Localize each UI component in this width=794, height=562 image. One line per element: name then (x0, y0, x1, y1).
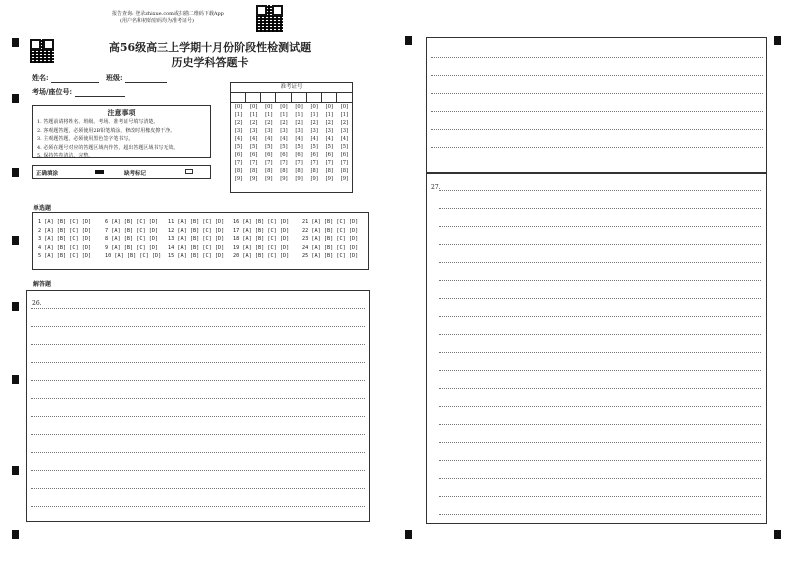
mc-question[interactable]: 3 [A] [B] [C] [D] (38, 236, 92, 243)
correct-fill-sample (95, 170, 104, 174)
mc-question[interactable]: 19 [A] [B] [C] [D] (233, 244, 290, 251)
mc-section-label: 单选题 (33, 205, 52, 212)
mc-question[interactable]: 21 [A] [B] [C] [D] (302, 219, 359, 225)
positioning-mark (12, 168, 19, 177)
admission-bubble[interactable]: [3] (250, 128, 258, 134)
notice-item: 5. 保持答卷清洁、完整。 (37, 153, 94, 159)
admission-bubble[interactable]: [9] (250, 176, 258, 182)
answer-line (31, 326, 365, 327)
answer-line (431, 75, 763, 76)
admission-bubble[interactable]: [9] (295, 176, 303, 182)
answer-line (439, 424, 761, 425)
positioning-mark (405, 530, 412, 539)
admission-bubble[interactable]: [5] (234, 144, 243, 150)
mc-question[interactable]: 12 [A] [B] [C] [D] (168, 227, 225, 234)
absent-mark-box[interactable] (185, 169, 193, 174)
answer-line (431, 147, 763, 148)
admission-bubble[interactable]: [7] (280, 160, 288, 166)
admission-bubble[interactable]: [1] (265, 112, 273, 118)
positioning-mark (12, 94, 19, 103)
admission-bubble[interactable]: [4] (310, 136, 318, 142)
correct-fill-label: 正确填涂 (36, 171, 59, 177)
name-label: 姓名: (32, 73, 49, 82)
positioning-mark (12, 302, 19, 311)
admission-bubble[interactable]: [4] (325, 136, 333, 142)
positioning-mark (12, 38, 19, 47)
admission-bubble[interactable]: [2] (265, 120, 273, 126)
answer-line (439, 280, 761, 281)
answer-line (439, 442, 761, 443)
admission-bubble-grid[interactable] (231, 103, 352, 183)
admission-bubble[interactable]: [9] (265, 176, 273, 182)
mc-question[interactable]: 9 [A] [B] [C] [D] (105, 244, 159, 251)
admission-bubble[interactable]: [1] (310, 112, 318, 118)
admission-bubble[interactable]: [8] (325, 168, 333, 174)
admission-bubble[interactable]: [8] (295, 168, 303, 174)
admission-bubble[interactable]: [5] (265, 144, 273, 150)
student-qr-code (30, 39, 54, 63)
admission-bubble[interactable]: [8] (265, 168, 273, 174)
admission-bubble[interactable]: [0] (234, 104, 243, 110)
admission-write-row[interactable] (231, 93, 352, 103)
admission-bubble[interactable]: [6] (234, 152, 243, 158)
answer-line (439, 226, 761, 227)
answer-line (439, 388, 761, 389)
admission-bubble[interactable]: [1] (340, 112, 349, 118)
positioning-mark (12, 236, 19, 245)
mc-question[interactable]: 2 [A] [B] [C] [D] (38, 227, 92, 234)
answer-line (439, 496, 761, 497)
answer-line (31, 470, 365, 471)
positioning-mark (774, 36, 781, 45)
admission-bubble[interactable]: [5] (310, 144, 318, 150)
answer-line (31, 380, 365, 381)
answer-line (439, 316, 761, 317)
admission-bubble[interactable]: [2] (280, 120, 288, 126)
answer-line (431, 111, 763, 112)
admission-bubble[interactable]: [8] (234, 168, 243, 174)
admission-bubble[interactable]: [3] (340, 128, 349, 134)
admission-bubble[interactable]: [4] (250, 136, 258, 142)
positioning-mark (405, 36, 412, 45)
answer-line (31, 506, 365, 507)
admission-bubble[interactable]: [5] (250, 144, 258, 150)
seat-field (32, 87, 125, 97)
admission-bubble[interactable]: [0] (250, 104, 258, 110)
answer-line (439, 334, 761, 335)
answer-line (31, 344, 365, 345)
answer-line (31, 488, 365, 489)
admission-bubble[interactable]: [8] (310, 168, 318, 174)
mc-question[interactable]: 22 [A] [B] [C] [D] (302, 227, 359, 234)
answer-line (31, 398, 365, 399)
admission-bubble[interactable]: [2] (295, 120, 303, 126)
notice-title: 注意事项 (107, 108, 136, 117)
mc-answer-box (32, 212, 369, 270)
admission-number-box (230, 82, 353, 193)
seat-input-line[interactable] (75, 89, 125, 97)
app-qr-code (256, 5, 283, 32)
positioning-mark (12, 375, 19, 384)
mc-question[interactable]: 11 [A] [B] [C] [D] (168, 219, 225, 225)
admission-bubble[interactable]: [3] (280, 128, 288, 134)
answer-area-continued[interactable] (426, 37, 767, 173)
answer-line (439, 244, 761, 245)
mc-question[interactable]: 20 [A] [B] [C] [D] (233, 253, 290, 260)
answer-line (31, 434, 365, 435)
answer-line (439, 352, 761, 353)
mc-question[interactable]: 17 [A] [B] [C] [D] (233, 227, 290, 234)
question-27-number: 27. (431, 184, 441, 191)
admission-bubble[interactable]: [3] (295, 128, 303, 134)
positioning-mark (12, 530, 19, 539)
admission-bubble[interactable]: [0] (265, 104, 273, 110)
answer-line (439, 190, 761, 191)
admission-bubble[interactable]: [1] (250, 112, 258, 118)
class-input-line[interactable] (125, 75, 167, 83)
admission-bubble[interactable]: [5] (295, 144, 303, 150)
answer-line (439, 298, 761, 299)
mc-question[interactable]: 25 [A] [B] [C] [D] (302, 253, 359, 260)
admission-bubble[interactable]: [2] (234, 120, 243, 126)
admission-bubble[interactable]: [3] (325, 128, 333, 134)
essay-section-label: 解答题 (33, 281, 52, 288)
admission-bubble[interactable]: [4] (280, 136, 288, 142)
admission-bubble[interactable]: [6] (250, 152, 258, 158)
admission-bubble[interactable]: [3] (234, 128, 243, 134)
admission-bubble[interactable]: [7] (265, 160, 273, 166)
notice-item: 1. 答题前请将姓名、班级、考场、准考证号填写清楚。 (37, 119, 159, 125)
answer-area-26[interactable] (26, 290, 370, 522)
notice-item: 3. 主观题答题，必须使用黑色签字笔书写。 (37, 136, 134, 142)
answer-line (31, 416, 365, 417)
admission-bubble[interactable]: [1] (295, 112, 303, 118)
admission-bubble[interactable]: [2] (310, 120, 318, 126)
admission-bubble[interactable]: [5] (340, 144, 349, 150)
admission-bubble[interactable]: [1] (234, 112, 243, 118)
mc-question[interactable]: 16 [A] [B] [C] [D] (233, 219, 290, 225)
admission-bubble[interactable]: [9] (310, 176, 318, 182)
answer-line (31, 362, 365, 363)
admission-bubble[interactable]: [8] (340, 168, 349, 174)
admission-bubble[interactable]: [7] (234, 160, 243, 166)
admission-bubble[interactable]: [5] (280, 144, 288, 150)
answer-line (439, 262, 761, 263)
admission-bubble[interactable]: [6] (295, 152, 303, 158)
seat-label: 考场/座位号: (32, 87, 73, 96)
mc-question[interactable]: 15 [A] [B] [C] [D] (168, 253, 225, 260)
answer-line (439, 406, 761, 407)
admission-bubble[interactable]: [0] (295, 104, 303, 110)
report-notice-line1: 报告查询: 登录zhixue.com或扫描二维码下载App (112, 11, 224, 17)
answer-line (31, 452, 365, 453)
admission-bubble[interactable]: [3] (265, 128, 273, 134)
absent-mark-label: 缺考标记 (124, 171, 147, 177)
name-field (32, 73, 99, 83)
admission-bubble[interactable]: [9] (280, 176, 288, 182)
exam-title: 高56级高三上学期十月份阶段性检测试题 (108, 41, 312, 54)
admission-bubble[interactable]: [0] (280, 104, 288, 110)
report-notice-line2: (用户名和初始密码均为准考证号) (120, 18, 194, 24)
answer-line (439, 478, 761, 479)
notice-box (32, 105, 211, 158)
admission-bubble[interactable]: [2] (325, 120, 333, 126)
admission-bubble[interactable]: [2] (340, 120, 349, 126)
mc-question[interactable]: 23 [A] [B] [C] [D] (302, 236, 359, 243)
admission-bubble[interactable]: [0] (325, 104, 333, 110)
mc-question[interactable]: 24 [A] [B] [C] [D] (302, 244, 359, 251)
admission-bubble[interactable]: [6] (310, 152, 318, 158)
admission-bubble[interactable]: [2] (250, 120, 258, 126)
admission-bubble[interactable]: [0] (310, 104, 318, 110)
admission-bubble[interactable]: [7] (310, 160, 318, 166)
answer-line (439, 370, 761, 371)
answer-line (431, 93, 763, 94)
answer-line (439, 460, 761, 461)
admission-bubble[interactable]: [8] (280, 168, 288, 174)
admission-bubble[interactable]: [7] (340, 160, 349, 166)
admission-bubble[interactable]: [4] (340, 136, 349, 142)
admission-bubble[interactable]: [6] (325, 152, 333, 158)
class-field (106, 73, 167, 83)
admission-bubble[interactable]: [9] (234, 176, 243, 182)
admission-label: 准考证号 (231, 83, 352, 93)
class-label: 班级: (106, 73, 123, 82)
fill-example-box (32, 165, 211, 179)
admission-bubble[interactable]: [7] (325, 160, 333, 166)
mc-question[interactable]: 1 [A] [B] [C] [D] (38, 219, 92, 225)
admission-bubble[interactable]: [8] (250, 168, 258, 174)
mc-question[interactable]: 4 [A] [B] [C] [D] (38, 244, 92, 251)
admission-bubble[interactable]: [9] (340, 176, 349, 182)
answer-line (439, 208, 761, 209)
exam-subtitle: 历史学科答题卡 (171, 56, 249, 69)
admission-bubble[interactable]: [7] (295, 160, 303, 166)
admission-bubble[interactable]: [0] (340, 104, 349, 110)
admission-bubble[interactable]: [6] (265, 152, 273, 158)
admission-bubble[interactable]: [4] (234, 136, 243, 142)
mc-question[interactable]: 8 [A] [B] [C] [D] (105, 236, 159, 243)
admission-bubble[interactable]: [6] (280, 152, 288, 158)
admission-bubble[interactable]: [9] (325, 176, 333, 182)
admission-bubble[interactable]: [4] (295, 136, 303, 142)
admission-bubble[interactable]: [1] (325, 112, 333, 118)
answer-area-27[interactable] (426, 173, 767, 524)
notice-item: 2. 客观题答题，必须使用2B铅笔填涂，修改时用橡皮擦干净。 (37, 127, 176, 134)
positioning-mark (774, 530, 781, 539)
mc-question[interactable]: 13 [A] [B] [C] [D] (168, 236, 225, 243)
positioning-mark (12, 466, 19, 475)
mc-question[interactable]: 14 [A] [B] [C] [D] (168, 244, 225, 251)
mc-question[interactable]: 10 [A] [B] [C] [D] (105, 253, 162, 260)
admission-bubble[interactable]: [4] (265, 136, 273, 142)
admission-bubble[interactable]: [1] (280, 112, 288, 118)
mc-question[interactable]: 6 [A] [B] [C] [D] (105, 219, 159, 225)
admission-bubble[interactable]: [5] (325, 144, 333, 150)
name-input-line[interactable] (51, 75, 99, 83)
answer-line (439, 514, 761, 515)
mc-question[interactable]: 18 [A] [B] [C] [D] (233, 236, 290, 243)
mc-question[interactable]: 7 [A] [B] [C] [D] (105, 227, 159, 234)
admission-bubble[interactable]: [3] (310, 128, 318, 134)
answer-line (31, 308, 365, 309)
admission-bubble[interactable]: [7] (250, 160, 258, 166)
question-26-number: 26. (32, 300, 42, 307)
mc-question[interactable]: 5 [A] [B] [C] [D] (38, 253, 92, 260)
answer-line (431, 129, 763, 130)
notice-item: 4. 必须在题号对应的答题区域内作答，超出答题区域书写无效。 (37, 144, 179, 151)
answer-line (431, 57, 763, 58)
admission-bubble[interactable]: [6] (340, 152, 349, 158)
